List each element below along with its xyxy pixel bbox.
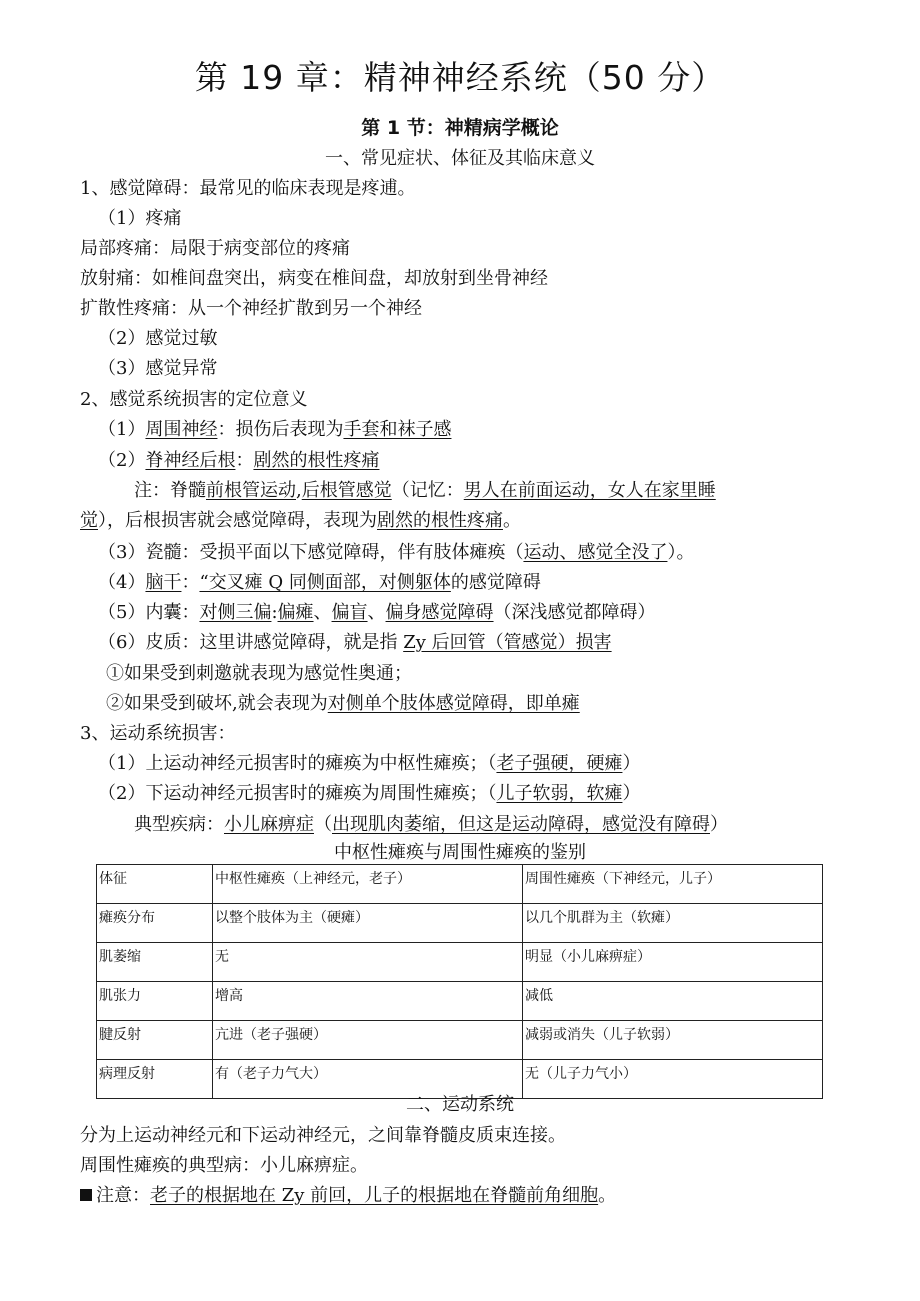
table-cell: 腱反射: [97, 1021, 213, 1060]
line-upper-motor-neuron: （1）上运动神经元损害时的瘫痪为中枢性瘫痪；（老子强硬，硬瘫）: [98, 753, 641, 774]
table-cell: 亢进（老子强硬）: [213, 1021, 523, 1060]
line-motor-neurons: 分为上运动神经元和下运动神经元，之间靠脊髓皮质束连接。: [80, 1125, 566, 1146]
line-typical-disease: 典型疾病：小儿麻痹症（出现肌肉萎缩，但这是运动障碍，感觉没有障碍）: [134, 814, 728, 835]
line-cortex-destroyed: ②如果受到破坏,就会表现为对侧单个肢体感觉障碍，即单瘫: [106, 693, 580, 714]
table-cell: 无: [213, 943, 523, 982]
line-local-pain: 局部疼痛：局限于病变部位的疼痛: [80, 238, 350, 259]
heading-symptoms: 一、常见症状、体征及其临床意义: [325, 148, 595, 169]
table-cell: 增高: [213, 982, 523, 1021]
line-attention-note: 注意：老子的根据地在 Zy 前回，儿子的根据地在脊髓前角细胞。: [80, 1183, 616, 1209]
line-hyperesthesia: （2）感觉过敏: [98, 328, 218, 349]
paralysis-comparison-table: [96, 864, 823, 1099]
table-cell: 中枢性瘫痪（上神经元，老子）: [213, 865, 523, 904]
line-cortex: （6）皮质：这里讲感觉障碍，就是指 Zy 后回管（管感觉）损害: [98, 632, 612, 653]
line-pain: （1）疼痛: [98, 208, 182, 229]
table-cell: 肌张力: [97, 982, 213, 1021]
line-localization: 2、感觉系统损害的定位意义: [80, 389, 308, 410]
line-diffuse-pain: 扩散性疼痛：从一个神经扩散到另一个神经: [80, 298, 422, 319]
line-lower-motor-neuron: （2）下运动神经元损害时的瘫痪为周围性瘫痪；（儿子软弱，软瘫）: [98, 783, 641, 804]
line-motor-damage: 3、运动系统损害：: [80, 723, 236, 744]
black-square-icon: [80, 1189, 92, 1201]
table-cell: 明显（小儿麻痹症）: [523, 943, 823, 982]
table-cell: 减弱或消失（儿子软弱）: [523, 1021, 823, 1060]
line-sensory-disorder: 1、感觉障碍：最常见的临床表现是疼逋。: [80, 178, 416, 199]
table-cell: 体征: [97, 865, 213, 904]
heading-motor-system: 二、运动系统: [406, 1094, 514, 1115]
table-row-reflex: [97, 1021, 823, 1060]
line-note-continued: 觉），后根损害就会感觉障碍，表现为剧然的根性疼痛。: [80, 510, 521, 531]
table-cell: 瘫痪分布: [97, 904, 213, 943]
line-peripheral-typical: 周围性瘫痪的典型病：小儿麻痹症。: [80, 1155, 368, 1176]
line-cortex-stimulated: ①如果受到刺邀就表现为感觉性奥通；: [106, 663, 412, 684]
table-cell: 以几个肌群为主（软瘫）: [523, 904, 823, 943]
table-title: 中枢性瘫痪与周围性瘫痪的鉴别: [334, 842, 586, 863]
line-note-spinal-roots: 注：脊髓前根管运动,后根管感觉（记忆：男人在前面运动，女人在家里睡: [134, 480, 716, 501]
table-cell: 肌萎缩: [97, 943, 213, 982]
line-posterior-root: （2）脊神经后根：剧然的根性疼痛: [98, 450, 380, 471]
line-peripheral-nerve: （1）周围神经：损伤后表现为手套和袜子感: [98, 419, 452, 440]
table-row-tone: [97, 982, 823, 1021]
table-cell: 以整个肢体为主（硬瘫）: [213, 904, 523, 943]
section-title: 第 1 节：神精病学概论: [361, 117, 559, 139]
table-cell: 减低: [523, 982, 823, 1021]
table-cell: 病理反射: [97, 1060, 213, 1099]
table-cell: 有（老子力气大）: [213, 1060, 523, 1099]
table-cell: 周围性瘫痪（下神经元，儿子）: [523, 865, 823, 904]
line-brainstem: （4）脑干：“交叉瘫 Q 同侧面部，对侧躯体的感觉障碍: [98, 572, 541, 593]
line-internal-capsule: （5）内囊：对侧三偏:偏瘫、偏盲、偏身感觉障碍（深浅感觉都障碍）: [98, 602, 656, 623]
table-row-header: [97, 865, 823, 904]
line-paresthesia: （3）感觉异常: [98, 358, 218, 379]
table-row-atrophy: [97, 943, 823, 982]
chapter-title: 第 19 章：精神神经系统（50 分）: [194, 58, 726, 97]
line-spinal-cord: （3）瓷髓：受损平面以下感觉障碍，伴有肢体瘫痪（运动、感觉全没了）。: [98, 542, 695, 563]
line-radiating-pain: 放射痛：如椎间盘突出，病变在椎间盘，却放射到坐骨神经: [80, 268, 548, 289]
table-row-distribution: [97, 904, 823, 943]
table-cell: 无（儿子力气小）: [523, 1060, 823, 1099]
